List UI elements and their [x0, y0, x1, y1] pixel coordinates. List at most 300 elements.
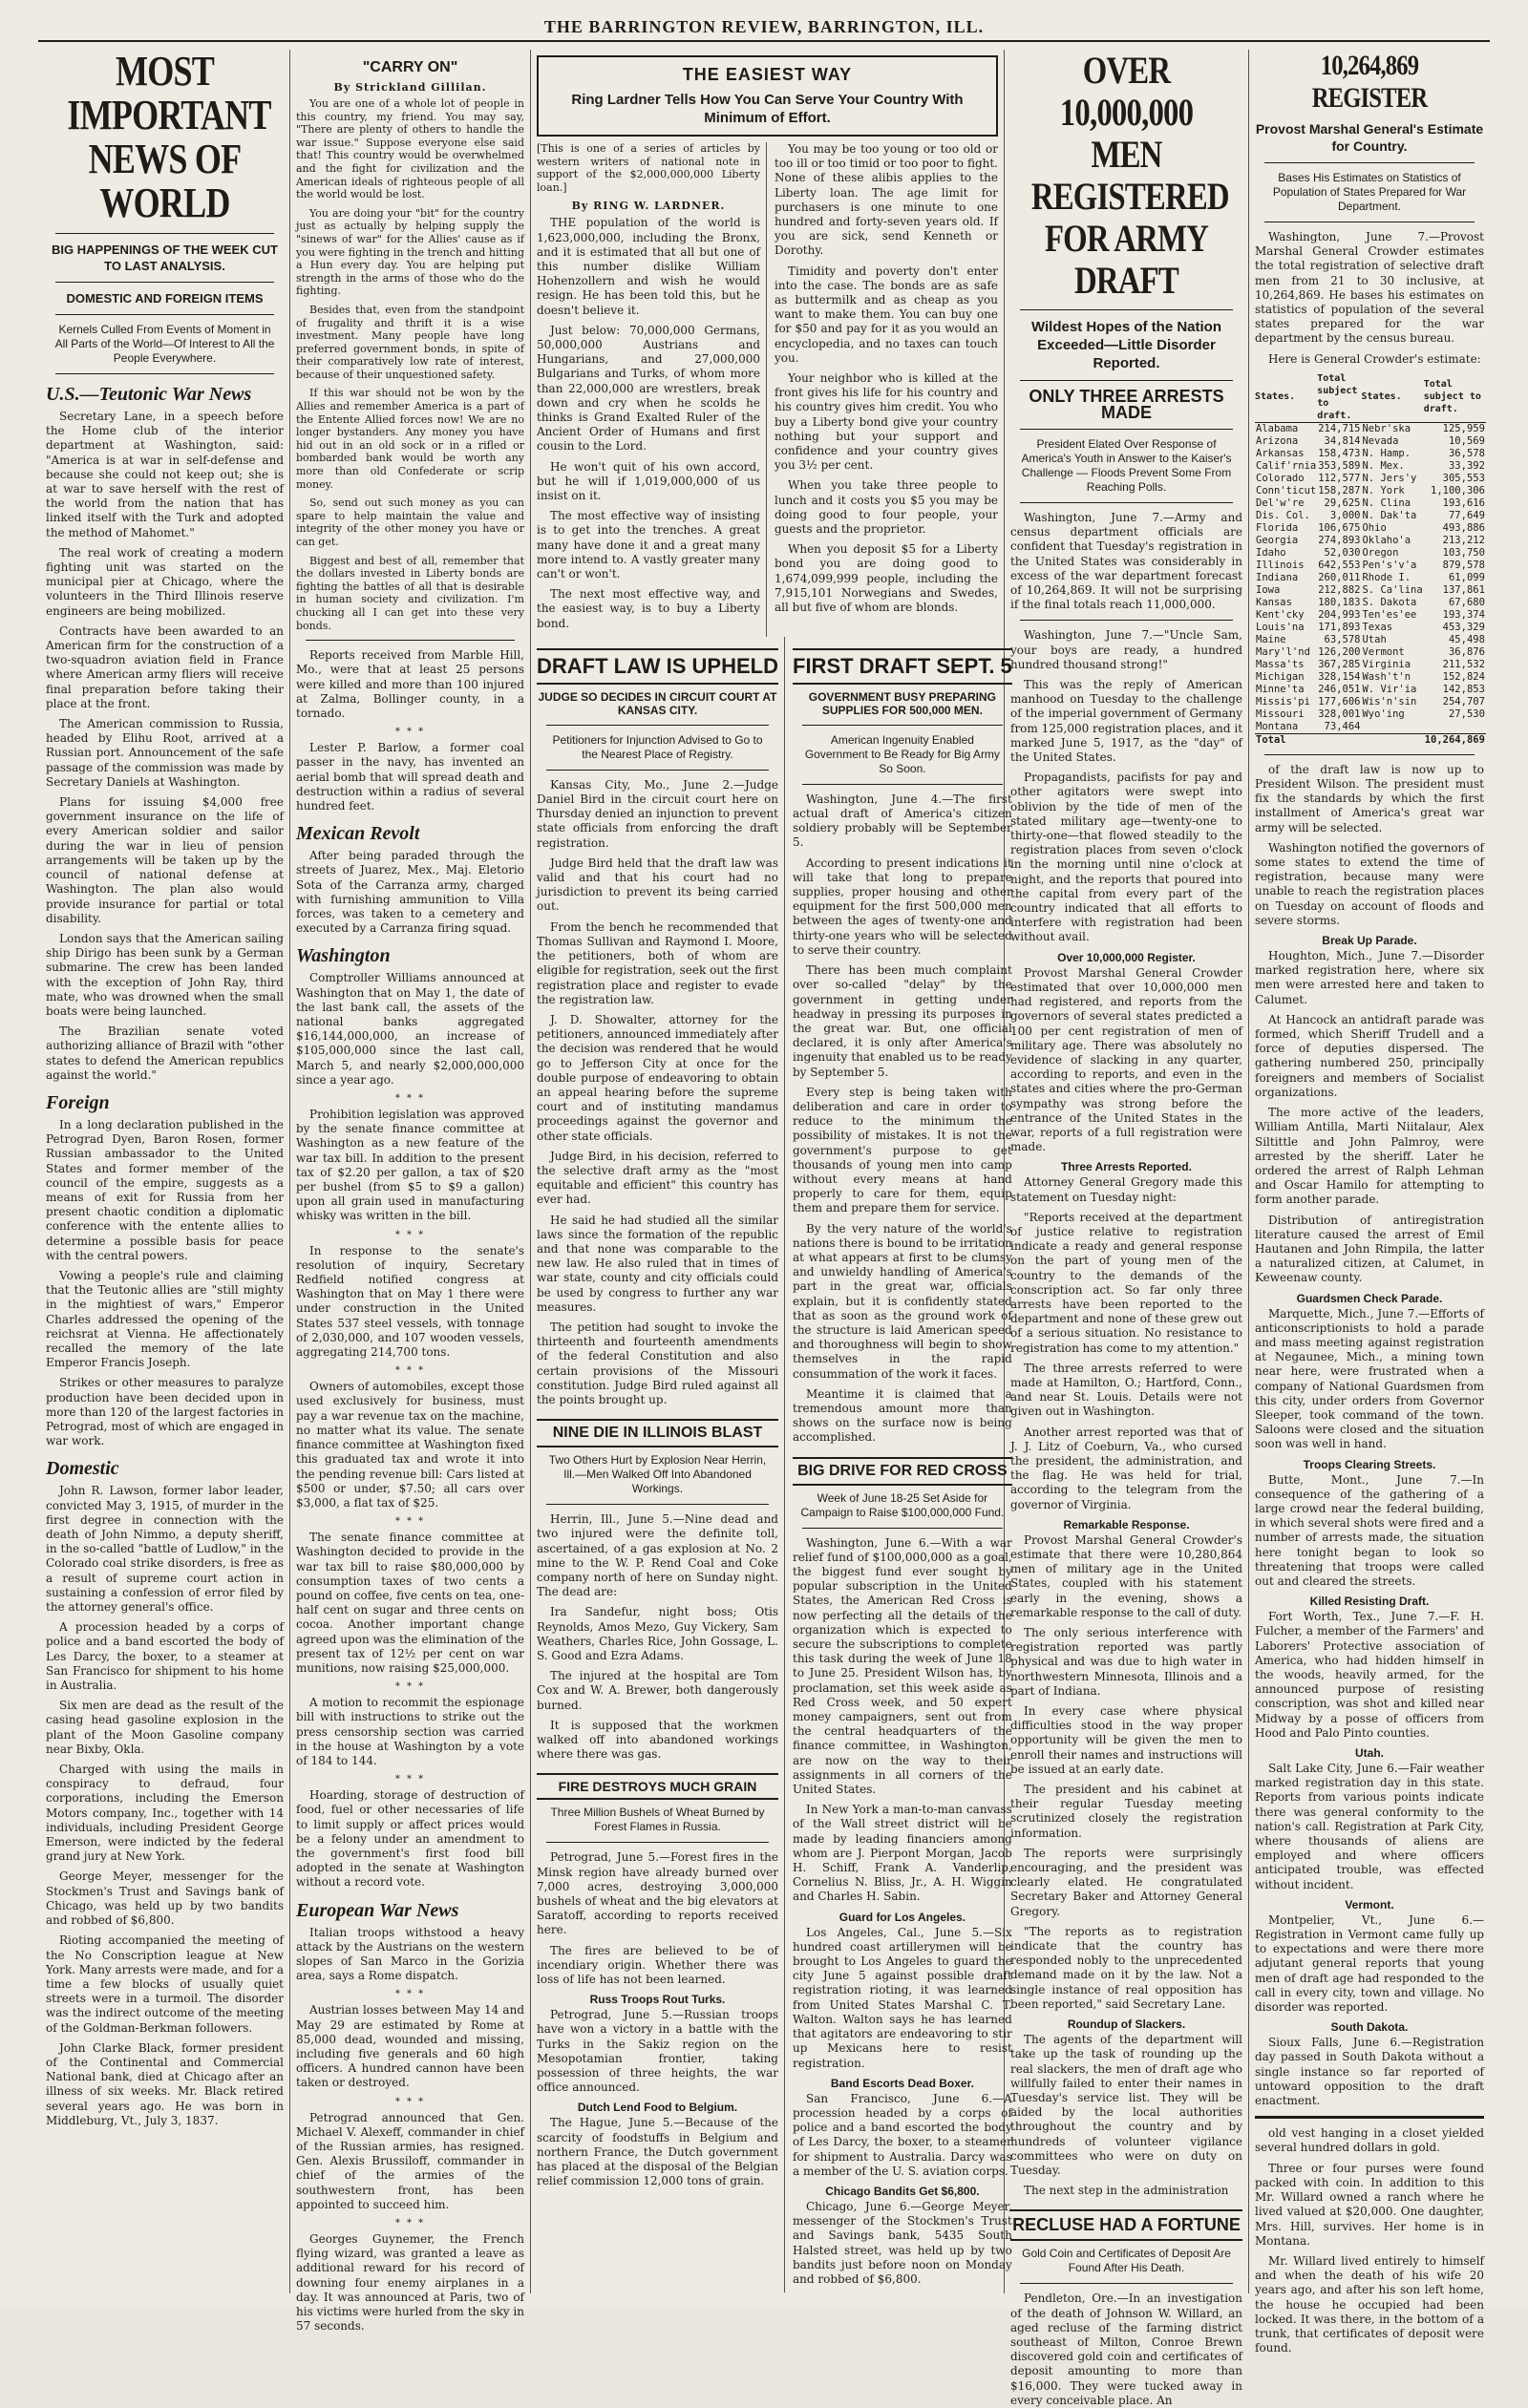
article-paragraph: So, send out such money as you can spare to help maintain the value and integrity of the other money you have or can get. [296, 496, 524, 548]
count-cell: 642,553 [1318, 559, 1361, 571]
deck-red-cross: Week of June 18-25 Set Aside for Campaign to Raise $100,000,000 Fund. [800, 1490, 1005, 1519]
article-paragraph: Plans for issuing $4,000 free government insurance on the life of every American soldier and sailor during the war in lieu of pension arrangements will be taken up by the council of national defense at Washington. The plan also would provide insurance for partial or total disability. [46, 795, 284, 925]
state-cell: Florida [1256, 521, 1299, 534]
table-row [1255, 609, 1486, 622]
count-cell: 73,464 [1324, 720, 1361, 732]
subhead-chicago-bandits: Chicago Bandits Get $6,800. [825, 2184, 980, 2198]
count-cell: 33,392 [1448, 459, 1485, 472]
count-cell: 103,750 [1442, 546, 1485, 559]
article-paragraph: Austrian losses between May 14 and May 29 are estimated by Rome at 85,000 dead, wounded and missing, including five generals and 60 high officers. A hundred cannon have been taken or destroyed. [296, 2003, 524, 2090]
divider [1264, 162, 1475, 163]
article-paragraph: When you deposit $5 for a Liberty bond you are doing good to 1,674,099,999 people, including the 7,915,101 Norwegians and Swedes, all but five of whom are blonds. [775, 542, 998, 615]
state-cell: Dis. Col. [1256, 509, 1310, 521]
article-paragraph: The fires are believed to be of incendiary origin. Whether there was loss of life has not been learned. [537, 1943, 778, 1987]
lardner-article [537, 142, 998, 637]
count-cell: 125,959 [1442, 422, 1485, 434]
deck-american-ingenuity: American Ingenuity Enabled Government to Be Ready for Big Army So Soon. [804, 732, 1000, 775]
state-cell: Missouri [1256, 708, 1305, 720]
article-paragraph: The next most effective way, and the easiest way, is to buy a Liberty bond. [537, 587, 760, 630]
divider [1020, 620, 1233, 621]
state-cell: Montana [1256, 720, 1299, 732]
subhead-big-happenings: BIG HAPPENINGS OF THE WEEK CUT TO LAST ANALYSIS. [52, 243, 278, 273]
separator-stars: * * * [394, 1989, 426, 2000]
article-paragraph: The agents of the department will take up the task of rounding up the real slackers, the men of draft age who willfully failed to enter their names in Tuesday's service list. They will be aided by the local authorities throughout the country and by hundreds of volunteer vigilance committees who were on duty on Tuesday. [1010, 2033, 1242, 2177]
subhead-band-escorts: Band Escorts Dead Boxer. [830, 2076, 974, 2090]
count-cell: 3,000 [1329, 509, 1361, 521]
count-cell: 67,680 [1448, 596, 1485, 608]
article-paragraph: In every case where physical difficulties stood in the way proper opportunity will be given the men to enroll their names and instructions will be issued at an early date. [1010, 1704, 1242, 1776]
column-5 [1249, 50, 1490, 2355]
state-cell: Calif'rnia [1256, 459, 1317, 472]
table-row [1255, 522, 1486, 535]
article-paragraph: Contracts have been awarded to an American firm for the construction of a two-squadron aviation field in France where American army fliers will receive final preparation before taking their place at the front. [46, 623, 284, 710]
article-intro: [This is one of a series of articles by western writers of national note in support of the $2,000,000,000 Liberty loan.] [537, 142, 760, 194]
article-paragraph: Vowing a people's rule and claiming that the Teutonic allies are "still mighty in the mightiest of wars," Emperor Charles addressed the opening of the reichsrat at Vienna. He affectionately recalled the memory of the late Emperor Francis Joseph. [46, 1268, 284, 1370]
state-cell: Mary'l'nd [1256, 645, 1310, 658]
count-cell: 29,625 [1324, 496, 1361, 509]
table-row [1255, 634, 1486, 646]
subhead-dutch-food: Dutch Lend Food to Belgium. [577, 2101, 738, 2115]
table-row [1255, 422, 1486, 435]
section-foreign: Foreign [46, 1091, 110, 1113]
headline-first-draft: FIRST DRAFT SEPT. 5 [793, 648, 1012, 685]
headline-easiest-way: THE EASIEST WAY [682, 65, 853, 84]
column-4 [1005, 49, 1249, 2407]
article-paragraph: The reports were surprisingly encouraging, and the president was clearly elated. He congratulated Secretary Baker and Attorney General Gregory. [1010, 1846, 1242, 1918]
article-paragraph: Georges Guynemer, the French flying wizard, was granted a leave as additional reward for his record of downing four enemy airplanes in a day. It was announced at Paris, two of his victims were hurled from the sky in 57 seconds. [296, 2232, 524, 2334]
separator-stars: * * * [394, 1681, 426, 1693]
article-paragraph: Herrin, Ill., June 5.—Nine dead and two injured were the definite toll, ascertained, of a gas explosion at No. 2 mine to the W. P. Rend Coal and Coke company north of here on Sunday night. The dead are: [537, 1512, 778, 1599]
article-paragraph: Your neighbor who is killed at the front gives his life for his country and his country gives him credit. You who buy a Liberty bond give your country nothing but your support and confidence and your country gives you 3½ per cent. [775, 371, 998, 473]
table-row [1255, 721, 1486, 734]
subhead-break-up-parade: Break Up Parade. [1322, 934, 1417, 948]
divider [546, 725, 769, 726]
headline-red-cross: BIG DRIVE FOR RED CROSS [793, 1457, 1012, 1486]
table-total-row [1255, 733, 1486, 747]
count-cell: 211,532 [1442, 658, 1485, 670]
article-paragraph: old vest hanging in a closet yielded several hundred dollars in gold. [1255, 2126, 1484, 2155]
article-paragraph: In response to the senate's resolution of inquiry, Secretary Redfield notified congress at Washington that on May 1 there were under construction in the United States 537 steel vessels, with tonnage of 2,030,000, and 107 wooden vessels, aggregating 214,700 tons. [296, 1243, 524, 1360]
state-cell: Louis'na [1256, 621, 1305, 633]
article-paragraph: The American commission to Russia, headed by Elihu Root, arrived at a Russian port. Announcement of the safe passage of the commission was made by Secretary Daniels at Washington. [46, 717, 284, 789]
count-cell: 171,893 [1318, 621, 1361, 633]
article-paragraph: Another arrest reported was that of J. J. Litz of Coeburn, Va., who cursed the president, the administration, and the flag. He was held for trial, according to the telegram from the governor of Virginia. [1010, 1425, 1242, 1511]
table-row [1255, 646, 1486, 659]
count-cell: 260,011 [1318, 571, 1361, 583]
article-paragraph: Hoarding, storage of destruction of food, fuel or other necessaries of life to limit supply or affect prices would be a felony under an amendment to the government's first food bill adopted in the senate at Washington without a record vote. [296, 1788, 524, 1890]
article-paragraph: John R. Lawson, former labor leader, convicted May 3, 1915, of murder in the first degree in connection with the death of John Nimmo, a deputy sheriff, in the so-called "battle of Ludlow," in the Colorado coal strike disorders, is free as a result of supreme court action in sustaining a confession of error filed by the attorney general's office. [46, 1484, 284, 1615]
count-cell: 213,212 [1442, 534, 1485, 546]
separator-stars: * * * [394, 1229, 426, 1240]
article-paragraph: Ira Sandefur, night boss; Otis Reynolds, Amos Mezo, Guy Vickery, Sam Weathers, Charles Rice, John Gossage, L. S. Good and Ezra Adams. [537, 1605, 778, 1663]
state-cell: W. Vir'ia [1362, 683, 1417, 695]
table-row [1255, 473, 1486, 485]
deck-president-elated: President Elated Over Response of America's Youth in Answer to the Kaiser's Challenge — Floods Prevent Some From Reaching Polls. [1021, 437, 1232, 494]
registration-table [1255, 372, 1486, 747]
article-paragraph: Attorney General Gregory made this statement on Tuesday night: [1010, 1175, 1242, 1204]
state-cell: Wyo'ing [1362, 708, 1405, 720]
divider [802, 725, 1003, 726]
divider [306, 640, 515, 641]
state-cell: Wash't'n [1362, 670, 1411, 683]
article-paragraph: Italian troops withstood a heavy attack by the Austrians on the western slopes of San Marco in the Gorizia area, says a Rome dispatch. [296, 1925, 524, 1983]
count-cell: 193,374 [1442, 608, 1485, 621]
article-paragraph: Just below: 70,000,000 Germans, 50,000,000 Austrians and Hungarians, and 27,000,000 Bulgarians and Turks, of whom more than 22,000,000 are wrestlers, break down and cry when he scolds he thinks is Grand Exalted Ruler of the Ancient Order of Humans and first cousin to the Lord. [537, 323, 760, 454]
state-cell: N. Dak'ta [1362, 509, 1417, 521]
count-cell: 27,530 [1448, 708, 1485, 720]
table-row [1255, 671, 1486, 684]
article-paragraph: Provost Marshal General Crowder estimated that over 10,000,000 men had registered, and reports from the governors of several states predicted a 100 per cent registration of men of military age. There was absolutely no evidence of slacking in any quarter, according to reports, and even in the states and cities where the pro-German sympathy was strong before the entrance of the United States in the war, reports of a full registration were made. [1010, 965, 1242, 1154]
deck-kernels: Kernels Culled From Events of Moment in All Parts of the World—Of Interest to All the People Everywhere. [54, 323, 275, 365]
deck-bases-estimates: Bases His Estimates on Statistics of Population of States Prepared for War Department. [1272, 171, 1467, 213]
count-cell: 34,814 [1324, 434, 1361, 447]
article-paragraph: Washington notified the governors of some states to extend the time of registration, because many were unable to reach the registration places on Tuesday on account of floods and severe storms. [1255, 840, 1484, 927]
article-paragraph: Owners of automobiles, except those used exclusively for business, must pay a war revenue tax on the machine, no matter what its value. The senate finance committee at Washington fixed this graduated tax and wrote it into the pending revenue bill: Cars listed at $500 or under, $7.50; all cars over $3,000, a flat tax of $25. [296, 1380, 524, 1510]
article-paragraph: Besides that, even from the standpoint of frugality and thrift it is a wise investment. Many people have long preferred government bonds, in spite of their comparatively low rate of interest, because of their unquestioned safety. [296, 303, 524, 381]
state-cell: N. Clina [1362, 496, 1411, 509]
article-paragraph: The next step in the administration [1024, 2184, 1229, 2198]
state-cell: N. Jers'y [1362, 472, 1417, 484]
table-row [1255, 435, 1486, 448]
state-cell: Del'w're [1256, 496, 1305, 509]
byline-gillilan: By Strickland Gillilan. [333, 81, 487, 94]
count-cell: 36,578 [1448, 447, 1485, 459]
article-paragraph: He won't quit of his own accord, but he will if 1,019,000,000 of us insist on it. [537, 459, 760, 503]
article-paragraph: Petrograd, June 5.—Forest fires in the Minsk region have already burned over 7,000 acres, destroying 3,000,000 bushels of wheat and the big elevators at Saratoff, according to reports received here. [537, 1850, 778, 1937]
subhead-utah: Utah. [1355, 1746, 1384, 1761]
state-cell: N. Hamp. [1362, 447, 1411, 459]
article-paragraph: You are one of a whole lot of people in this country, my friend. You may say, "There are plenty of others to handle the war issue." Suppose everyone else said that! This country would be overwhelmed and the fight for civilization and the American ideals of righteous people of all the world would be lost. [296, 97, 524, 201]
article-paragraph: In New York a man-to-man canvass of the Wall street district will be made by leading financiers among whom are J. Pierpont Morgan, Jacob H. Schiff, Frank A. Vanderlip, Cornelius N. Bliss, Jr., A. H. Wiggin and Charles H. Sabin. [793, 1803, 1012, 1904]
state-cell: Utah [1362, 633, 1387, 645]
table-header: States. [1361, 372, 1423, 423]
subhead-vermont: Vermont. [1345, 1897, 1394, 1912]
count-cell: 77,649 [1448, 509, 1485, 521]
subhead-lardner: Ring Lardner Tells How You Can Serve Your Country With Minimum of Effort. [571, 92, 964, 126]
article-paragraph: Charged with using the mails in conspiracy to defraud, four corporations, including the Emerson Motors company, Inc., together with 14 individuals, including President George Emerson, were indicted by the federal grand jury at New York. [46, 1763, 284, 1864]
count-cell: 180,183 [1318, 596, 1361, 608]
headline-recluse-fortune: RECLUSE HAD A FORTUNE [1010, 2209, 1242, 2241]
divider [1020, 2283, 1233, 2284]
count-cell: 305,553 [1442, 472, 1485, 484]
table-header-row [1255, 372, 1486, 423]
divider [802, 1528, 1003, 1529]
headline-most-important: MOST IMPORTANT NEWS OF WORLD [67, 48, 271, 226]
divider [546, 1504, 769, 1505]
divider [1020, 309, 1233, 310]
state-cell: Georgia [1256, 534, 1299, 546]
article-paragraph: At Hancock an antidraft parade was formed, which Sheriff Trudell and a force of deputies dispersed. The gathering numbered 250, principally foreigners and members of Socialist organizations. [1255, 1012, 1484, 1099]
article-paragraph: From the bench he recommended that Thomas Sullivan and Raymond I. Moore, the petitioners, both of whom are eligible for registration, seek out the first registration place and register to evade the registration law. [537, 919, 778, 1006]
state-cell: Nebr'ska [1362, 422, 1411, 434]
table-row [1255, 572, 1486, 584]
divider [1264, 754, 1475, 755]
article-paragraph: Pendleton, Ore.—In an investigation of the death of Johnson W. Willard, an aged recluse of the farming district southeast of Milton, Conroe Brewn discovered gold coin and certificates of deposit amounting to more than $16,000. They were tucked away in every conceivable place. An [1010, 2292, 1242, 2407]
state-cell: Colorado [1256, 472, 1305, 484]
count-cell: 36,876 [1448, 645, 1485, 658]
section-mexican-revolt: Mexican Revolt [296, 823, 420, 845]
article-paragraph: Los Angeles, Cal., June 5.—Six hundred coast artillerymen will be brought to Los Angeles to guard the city June 5 against possible draft registration rioting, it was learned from United States Marshal C. T. Walton. Walton says he has learned that agitators are endeavoring to stir up Mexicans here to resist registration. [793, 1925, 1012, 2070]
divider [55, 282, 274, 283]
deck-wheat-burned: Three Million Bushels of Wheat Burned by Forest Flames in Russia. [550, 1806, 765, 1834]
state-cell: Rhode I. [1362, 571, 1411, 583]
state-cell: Pen's'v'a [1362, 559, 1417, 571]
separator-stars: * * * [394, 2096, 426, 2107]
article-paragraph: If this war should not be won by the Allies and remember America is a part of the Entente Allied forces now! We are no longer bystanders. Any money you have hid out in an old sock or in a rifled or bombarded bank would be worth any more than old Confederate or scrip money. [296, 387, 524, 491]
article-paragraph: Rioting accompanied the meeting of the No Conscription league at New York. Many arrests were made, and for a time a few blocks of usually quiet streets were in a turmoil. The disorder was the indirect outcome of the meeting of the Goldman-Berkman followers. [46, 1933, 284, 2035]
column-3 [531, 50, 1012, 2293]
subhead-south-dakota: South Dakota. [1330, 2020, 1409, 2035]
article-paragraph: According to present indications it will take that long to prepare supplies, proper housing and other equipment for the first 500,000 men between the ages of twenty-one and thirty-one years who will be selected to serve their country. [793, 855, 1012, 957]
separator-stars: * * * [394, 1516, 426, 1528]
subhead-wildest-hopes: Wildest Hopes of the Nation Exceeded—Little Disorder Reported. [1030, 319, 1222, 371]
count-cell: 274,893 [1318, 534, 1361, 546]
separator-stars: * * * [394, 1093, 426, 1105]
count-cell: 353,589 [1318, 459, 1361, 472]
article-paragraph: Washington, June 4.—The first actual draft of America's citizen soldiery probably will be September 5. [793, 792, 1012, 850]
article-paragraph: London says that the American sailing ship Dirigo has been sunk by a German submarine. The crew has been landed with the exception of John Ray, third mate, who was drowned when the small boats were being launched. [46, 931, 284, 1018]
state-cell: S. Dakota [1362, 596, 1417, 608]
state-cell: Maine [1256, 633, 1286, 645]
state-cell: N. Mex. [1362, 459, 1405, 472]
state-cell: Conn'ticut [1256, 484, 1317, 496]
subhead-three-arrests: ONLY THREE ARRESTS MADE [1029, 387, 1224, 422]
article-paragraph: THE population of the world is 1,623,000,000, including the Bronx, and it is estimated that all but one of this number dislike William Hohenzollern and wish he would resign. He has been told this, but he doesn't believe it. [537, 216, 760, 317]
article-paragraph: Washington, June 7.—"Uncle Sam, your boys are ready, a hundred hundred thousand strong!" [1010, 628, 1242, 671]
count-cell: 177,606 [1318, 695, 1361, 708]
article-paragraph: There has been much complaint over so-called "delay" by the government in getting under headway in pressing its purposes in the great war. But, one official declared, it is only after America's ingenuity that enabled us to be ready by September 5. [793, 963, 1012, 1079]
count-cell: 61,099 [1448, 571, 1485, 583]
count-cell: 254,707 [1442, 695, 1485, 708]
state-cell: Michigan [1256, 670, 1305, 683]
count-cell: 152,824 [1442, 670, 1485, 683]
article-paragraph: Houghton, Mich., June 7.—Disorder marked registration here, where six men were arrested here and taken to Calumet. [1255, 949, 1484, 1006]
article-paragraph: "The reports as to registration indicate that the country has responded nobly to the unprecedented demand made on it by the law. Not a single instance of real opposition has been reported," said Secretary Lane. [1010, 1924, 1242, 2011]
divider [1020, 380, 1233, 381]
subhead-government-busy: GOVERNMENT BUSY PREPARING SUPPLIES FOR 500,000 MEN. [808, 689, 997, 717]
table-row [1255, 497, 1486, 510]
divider [55, 233, 274, 234]
state-cell: Illinois [1256, 559, 1305, 571]
divider [1020, 429, 1233, 430]
article-paragraph: Every step is being taken with deliberation and care in order to reduce to the minimum the possibility of mistakes. It is not the government's purpose to get thousands of young men into camp without every means at hand properly to care for them, equip them and prepare them for service. [793, 1085, 1012, 1215]
subhead-roundup-slackers: Roundup of Slackers. [1067, 2017, 1186, 2032]
article-paragraph: Timidity and poverty don't enter into the case. The bonds are as safe as buttermilk and as cheap as you want to make them. You can buy one for $50 and pay for it as you would an encyclopedia, and no taxes can touch you. [775, 264, 998, 365]
article-paragraph: The most effective way of insisting is to get into the trenches. A great many have done it and a great many more intend to. A vastly greater many can't or won't. [537, 509, 760, 581]
subhead-russ-troops: Russ Troops Rout Turks. [589, 1993, 726, 2007]
table-row [1255, 560, 1486, 572]
article-paragraph: By the very nature of the world's nations there is bound to be irritation at what appears at first to be clumsy and unwieldy handling of America's part in the great war, officials explain, but it is confidently stated that as soon as the ground work of the structure is laid American speed and thoroughness will begin to show themselves in the rapid consummation of the work it faces. [793, 1221, 1012, 1381]
count-cell [1424, 721, 1486, 734]
count-cell: 126,200 [1318, 645, 1361, 658]
count-cell: 214,715 [1318, 422, 1361, 434]
state-cell: Vermont [1362, 645, 1405, 658]
article-paragraph: The injured at the hospital are Tom Cox and W. A. Brewer, both dangerously burned. [537, 1669, 778, 1712]
draft-articles [537, 637, 1012, 2292]
state-cell: Missis'pi [1256, 695, 1310, 708]
article-paragraph: Secretary Lane, in a speech before the Home club of the interior department at Washington, said: "America is at war in self-defense and because she could not keep out; she is at war to save herself with the rest of the world from the nation that has linked itself with the Turk and adopted the method of Mahomet." [46, 410, 284, 539]
article-paragraph: of the draft law is now up to President Wilson. The president must fix the standards by which the first installment of America's great war army will be selected. [1255, 762, 1484, 834]
table-header: States. [1255, 372, 1317, 423]
article-paragraph: This was the reply of American manhood on Tuesday to the challenge of the imperial government of Germany from 125,000 registration places, and it marked June 5, 1917, as the "day" of the United States. [1010, 678, 1243, 765]
article-paragraph: Montpelier, Vt., June 6.—Registration in Vermont came fully up to expectations and were there more adjutant general reports that young men of draft age had responded to the call in every city, town and village. No disorder was reported. [1255, 1912, 1484, 2015]
table-row [1255, 510, 1486, 522]
state-cell: Minne'ta [1256, 683, 1305, 695]
table-row [1255, 696, 1486, 708]
count-cell: 106,675 [1318, 521, 1361, 534]
article-paragraph: The Brazilian senate voted authorizing alliance of Brazil with "other states to defend the American republics against the world." [46, 1024, 284, 1082]
table-header: Total subject to draft. [1424, 372, 1486, 423]
count-cell: 879,578 [1442, 559, 1485, 571]
state-cell: Idaho [1256, 546, 1286, 559]
count-cell: 204,993 [1318, 608, 1361, 621]
count-cell: 10,569 [1448, 434, 1485, 447]
masthead [38, 17, 1490, 42]
state-cell: Oklaho'a [1362, 534, 1411, 546]
subhead-three-arrests-reported: Three Arrests Reported. [1061, 1160, 1192, 1174]
subhead-domestic-foreign: DOMESTIC AND FOREIGN ITEMS [66, 291, 264, 306]
masthead-title: THE BARRINGTON REVIEW, BARRINGTON, ILL. [543, 17, 985, 36]
table-row [1255, 584, 1486, 597]
table-row [1255, 485, 1486, 497]
count-cell: 158,473 [1318, 447, 1361, 459]
table-row [1255, 547, 1486, 560]
article-paragraph: Reports received from Marble Hill, Mo., were that at least 25 persons were killed and more than 100 injured at Zalma, Bollinger county, in a tornado. [296, 648, 524, 720]
article-paragraph: Petrograd announced that Gen. Michael V. Alexeff, commander in chief of the Russian armies, has resigned. Gen. Alexis Brussiloff, commander in chief of the armies of the southwestern front, has been appointed to succeed him. [296, 2110, 524, 2211]
article-paragraph: San Francisco, June 6.—A procession headed by a corps of police and a band escorted the body of Les Darcy, the boxer, to a steamer for shipment to Australia. Darcy was a member of the U. S. aviation corps. [793, 2091, 1012, 2178]
state-cell: Texas [1362, 621, 1393, 633]
state-cell: Alabama [1256, 422, 1299, 434]
article-paragraph: Petrograd, June 5.—Russian troops have won a victory in a battle with the Turks in the Sakiz region on the Mesopotamian frontier, taking possession of three heights, the war office announced. [537, 2008, 778, 2095]
section-domestic: Domestic [46, 1458, 119, 1480]
subhead-provost-estimate: Provost Marshal General's Estimate for Country. [1255, 121, 1484, 154]
state-cell: Kansas [1256, 596, 1292, 608]
article-paragraph: The Hague, June 5.—Because of the scarcity of foodstuffs in Belgium and northern France, the Dutch government has placed at the disposal of the Belgian relief commission 12,000 tons of grain. [537, 2116, 778, 2188]
subhead-judge-decides: JUDGE SO DECIDES IN CIRCUIT COURT AT KANSAS CITY. [538, 689, 777, 717]
count-cell: 45,498 [1448, 633, 1485, 645]
article-paragraph: Strikes or other measures to paralyze production have been decided upon in more than 120 of the largest factories in Petrograd, most of which are engaged in war work. [46, 1376, 284, 1448]
headline-draft-law-upheld: DRAFT LAW IS UPHELD [537, 648, 778, 685]
byline-lardner: By RING W. LARDNER. [571, 200, 726, 213]
state-cell: Ohio [1362, 521, 1387, 534]
article-paragraph: George Meyer, messenger for the Stockmen's Trust and Savings bank of Chicago, was held up by two bandits and robbed of $6,800. [46, 1869, 284, 1928]
article-paragraph: The president and his cabinet at their regular Tuesday meeting scrutinized closely the registration information. [1010, 1783, 1242, 1840]
section-washington: Washington [296, 945, 391, 967]
state-cell: S. Ca'lina [1362, 583, 1423, 596]
article-paragraph: Here is General Crowder's estimate: [1268, 351, 1481, 366]
state-cell: Indiana [1256, 571, 1299, 583]
subhead-killed-resisting: Killed Resisting Draft. [1309, 1595, 1430, 1609]
state-cell: Virginia [1362, 658, 1411, 670]
state-cell: Nevada [1362, 434, 1399, 447]
table-row [1255, 448, 1486, 460]
section-european-war-news: European War News [296, 1899, 459, 1921]
article-paragraph: Six men are dead as the result of the casing head gasoline explosion in the plant of the Moon Gasoline company near Bixby, Okla. [46, 1699, 284, 1756]
divider [1255, 2116, 1484, 2119]
state-cell: Kent'cky [1256, 608, 1305, 621]
section-teutonic-war-news: U.S.—Teutonic War News [46, 384, 252, 405]
deck-petitioners: Petitioners for Injunction Advised to Go to the Nearest Place of Registry. [552, 732, 763, 761]
divider [55, 373, 274, 374]
article-paragraph: The senate finance committee at Washington decided to provide in the war tax bill to raise $80,000,000 by consumption taxes of two cents a pound on coffee, five cents on tea, one-half cent on sugar and three cents on cocoa. Another important change agreed upon was the elimination of the present tax of 12½ per cent on war munitions, now raising $25,000,000. [296, 1531, 524, 1675]
article-paragraph: Salt Lake City, June 6.—Fair weather marked registration day in this state. Reports from various points indicate there was general conformity to the nation's call. Registration at Park City, where thousands of aliens are employed and where officers anticipated trouble, was effected without incident. [1255, 1762, 1484, 1891]
article-paragraph: Meantime it is claimed that a tremendous amount more than shows on the surface now is being accomplished. [793, 1386, 1012, 1445]
separator-stars: * * * [394, 1365, 426, 1377]
headline-carry-on: "CARRY ON" [362, 59, 458, 75]
table-row [1255, 597, 1486, 609]
column-2 [290, 50, 531, 2334]
article-paragraph: Marquette, Mich., June 7.—Efforts of anticonscriptionists to hold a parade and mass meeting against registration at Negaunee, Mich., a mining town near here, were frustrated when a company of National Guardsmen from this city, under orders from Governor Sleeper, took command of the town. Saloons were closed and the situation soon was well in hand. [1255, 1306, 1484, 1451]
state-cell: Arizona [1256, 434, 1299, 447]
subhead-guardsmen-check: Guardsmen Check Parade. [1296, 1291, 1443, 1305]
article-paragraph: Washington, June 7.—Provost Marshal General Crowder estimates the total registration of selective draft men from 21 to 30 inclusive, at 10,264,869. He bases his estimates on statistics of population of the several states prepared for the war department by the census bureau. [1255, 230, 1484, 346]
subhead-remarkable-response: Remarkable Response. [1063, 1517, 1190, 1531]
article-paragraph: Judge Bird, in his decision, referred to the selective draft army as the "most equitable and efficient" this country has ever had. [537, 1149, 778, 1207]
article-paragraph: Kansas City, Mo., June 2.—Judge Daniel Bird in the circuit court here on Thursday denied an injunction to prevent state officials from enforcing the draft registration. [537, 777, 778, 850]
divider [546, 1842, 769, 1843]
article-paragraph: J. D. Showalter, attorney for the petitioners, announced immediately after the decision was rendered that he would go to Jefferson City at once for the double purpose of endeavoring to obtain an appeal hearing before the supreme court and of instituting mandamus proceedings against the governor and other state officials. [537, 1012, 778, 1143]
state-cell: Ten'es'ee [1362, 608, 1417, 621]
article-paragraph: "Reports received at the department of justice relative to registration indicate a ready and general response on the part of young men of the country to the demands of the conscription act. So far only three arrests have been reported to the department and none of these grew out of a serious situation. No resistance to registration has come to my attention." [1010, 1210, 1242, 1355]
divider [802, 784, 1003, 785]
count-cell: 246,051 [1318, 683, 1361, 695]
article-paragraph: Propagandists, pacifists for pay and other agitators were swept into oblivion by the tide of men of the stated military age—twenty-one to thirty-one—that flowed steadily to the registration places from seven o'clock in the morning until nine o'clock at night, and the reports that poured into the capital from every part of the country indicated that all efforts to interfere with registration had been without avail. [1010, 771, 1242, 944]
article-paragraph: You are doing your "bit" for the country just as actually by helping supply the "sinews of war" for the Allies' cause as if you were fighting in the trench and hitting a Hun every day. You are helping put strength in the arms of those who do the fighting. [296, 206, 524, 298]
article-paragraph: He said he had studied all the similar laws since the formation of the republic and that none was comparable to the new law. He also ruled that in times of war state, county and city officials could be used by congress to further any war measures. [537, 1213, 778, 1314]
article-paragraph: You may be too young or too old or too ill or too timid or too poor to fight. None of these alibis applies to the Liberty loan. The age limit for purchasers is one minute to one hundred and forty-seven years old. If you are sick, send Kenneth or Dorothy. [775, 142, 998, 258]
separator-stars: * * * [394, 727, 426, 738]
article-paragraph: Provost Marshal General Crowder's estimate that there were 10,280,864 men of military age in the United States, coupled with his statement early in the evening, shows a remarkable response to the call of duty. [1010, 1532, 1242, 1619]
state-cell: N. York [1362, 484, 1405, 496]
count-cell: 158,287 [1318, 484, 1361, 496]
count-cell: 453,329 [1442, 621, 1485, 633]
article-paragraph: Washington, June 6.—With a war relief fund of $100,000,000 as a goal, the biggest fund ever sought by popular subscription in the United States, the American Red Cross is now perfecting all the details of the organization which is expected to secure the subscriptions to complete this task during the week of June 18 to June 25. President Wilson has, by proclamation, set this week aside as Red Cross week, and 50 expert money campaigners, sent out from the central headquarters of the finance committee, in Washington, are now on the way to their assignments in all corners of the United States. [793, 1535, 1012, 1797]
deck-herrin: Two Others Hurt by Explosion Near Herrin, Ill.—Men Walked Off Into Abandoned Workings. [548, 1453, 767, 1496]
total-label: Total [1255, 733, 1424, 747]
count-cell: 137,861 [1442, 583, 1485, 596]
article-paragraph: The more active of the leaders, William Antilla, Marti Niitalaur, Alex Siltittle and John Palmroy, were arrested by the sheriff. Later he ordered the arrest of Ralph Lehman and Oscar Hamilo for attempting to form another parade. [1255, 1106, 1484, 1207]
article-paragraph: Chicago, June 6.—George Meyer, messenger of the Stockmen's Trust and Savings bank, 5435 South Halsted street, was held up by two bandits just before noon on Monday and robbed of $6,800. [793, 2199, 1012, 2286]
table-header: Total subject to draft. [1317, 372, 1361, 423]
state-cell: Wis'n'sin [1362, 695, 1417, 708]
article-paragraph: Prohibition legislation was approved by the senate finance committee at Washington as a new feature of the war tax bill. In addition to the present tax of $2.20 per gallon, a tax of $20 per bushel (from $5 to $9 a gallon) upon all grain used in manufacturing whisky was written in the bill. [296, 1108, 524, 1223]
article-paragraph: Butte, Mont., June 7.—In consequence of the gathering of a large crowd near the federal building, in which several shots were fired and a number of arrests made, the situation here tonight began to look so threatening that troops were called out and cleared the streets. [1255, 1472, 1484, 1588]
state-cell: Iowa [1256, 583, 1281, 596]
article-paragraph: Mr. Willard lived entirely to himself and when the death of his wife 20 years ago, and after his son left home, the house he occupied had been locked. It was there, in the bottom of a trunk, that certificates of deposit were found. [1255, 2253, 1484, 2355]
article-paragraph: Biggest and best of all, remember that the dollars invested in Liberty bonds are fighting the battles of all that is desirable in human society and civilization. I'm chucking all I can get into these very bonds. [296, 554, 524, 632]
count-cell: 367,285 [1318, 658, 1361, 670]
count-cell: 212,882 [1318, 583, 1361, 596]
state-cell [1361, 721, 1423, 734]
state-cell: Oregon [1362, 546, 1399, 559]
article-paragraph: Judge Bird held that the draft law was valid and that his court had no jurisdiction to prevent its being carried out. [537, 855, 778, 914]
count-cell: 1,100,306 [1431, 484, 1485, 496]
headline-nine-die: NINE DIE IN ILLINOIS BLAST [537, 1419, 778, 1447]
article-paragraph: Washington, June 7.—Army and census department officials are confident that Tuesday's registration in the United States was considerably in excess of the war department forecast of 10,264,869. It will not be surprising if the final totals reach 11,000,000. [1010, 511, 1242, 612]
article-paragraph: The three arrests referred to were made at Hamilton, O.; Hartford, Conn., and near St. Louis. Details were not given out in Washington. [1010, 1361, 1242, 1419]
article-paragraph: The petition had sought to invoke the thirteenth and fourteenth amendments of the federal Constitution and also certain provisions of the Missouri constitution. Judge Bird ruled against all the points brought up. [537, 1320, 778, 1406]
divider [1020, 502, 1233, 503]
article-paragraph: Distribution of antiregistration literature caused the arrest of Emil Hautanen and John Rimpila, the latter a naturalized citizen, at Calumet, in Keweenaw county. [1255, 1213, 1484, 1285]
table-row [1255, 708, 1486, 721]
count-cell: 52,030 [1324, 546, 1361, 559]
count-cell: 193,616 [1442, 496, 1485, 509]
article-paragraph: In a long declaration published in the Petrograd Dyen, Baron Rosen, former Russian ambassador to the United States and former member of the council of the empire, suggests as a means of exit for Russia from her present chaotic condition a diplomatic conference with the entente allies to determine a possible basis for peace with the central powers. [46, 1117, 284, 1262]
divider [55, 314, 274, 315]
table-row [1255, 684, 1486, 696]
separator-stars: * * * [394, 2218, 426, 2229]
headline-fire-destroys: FIRE DESTROYS MUCH GRAIN [537, 1773, 778, 1800]
